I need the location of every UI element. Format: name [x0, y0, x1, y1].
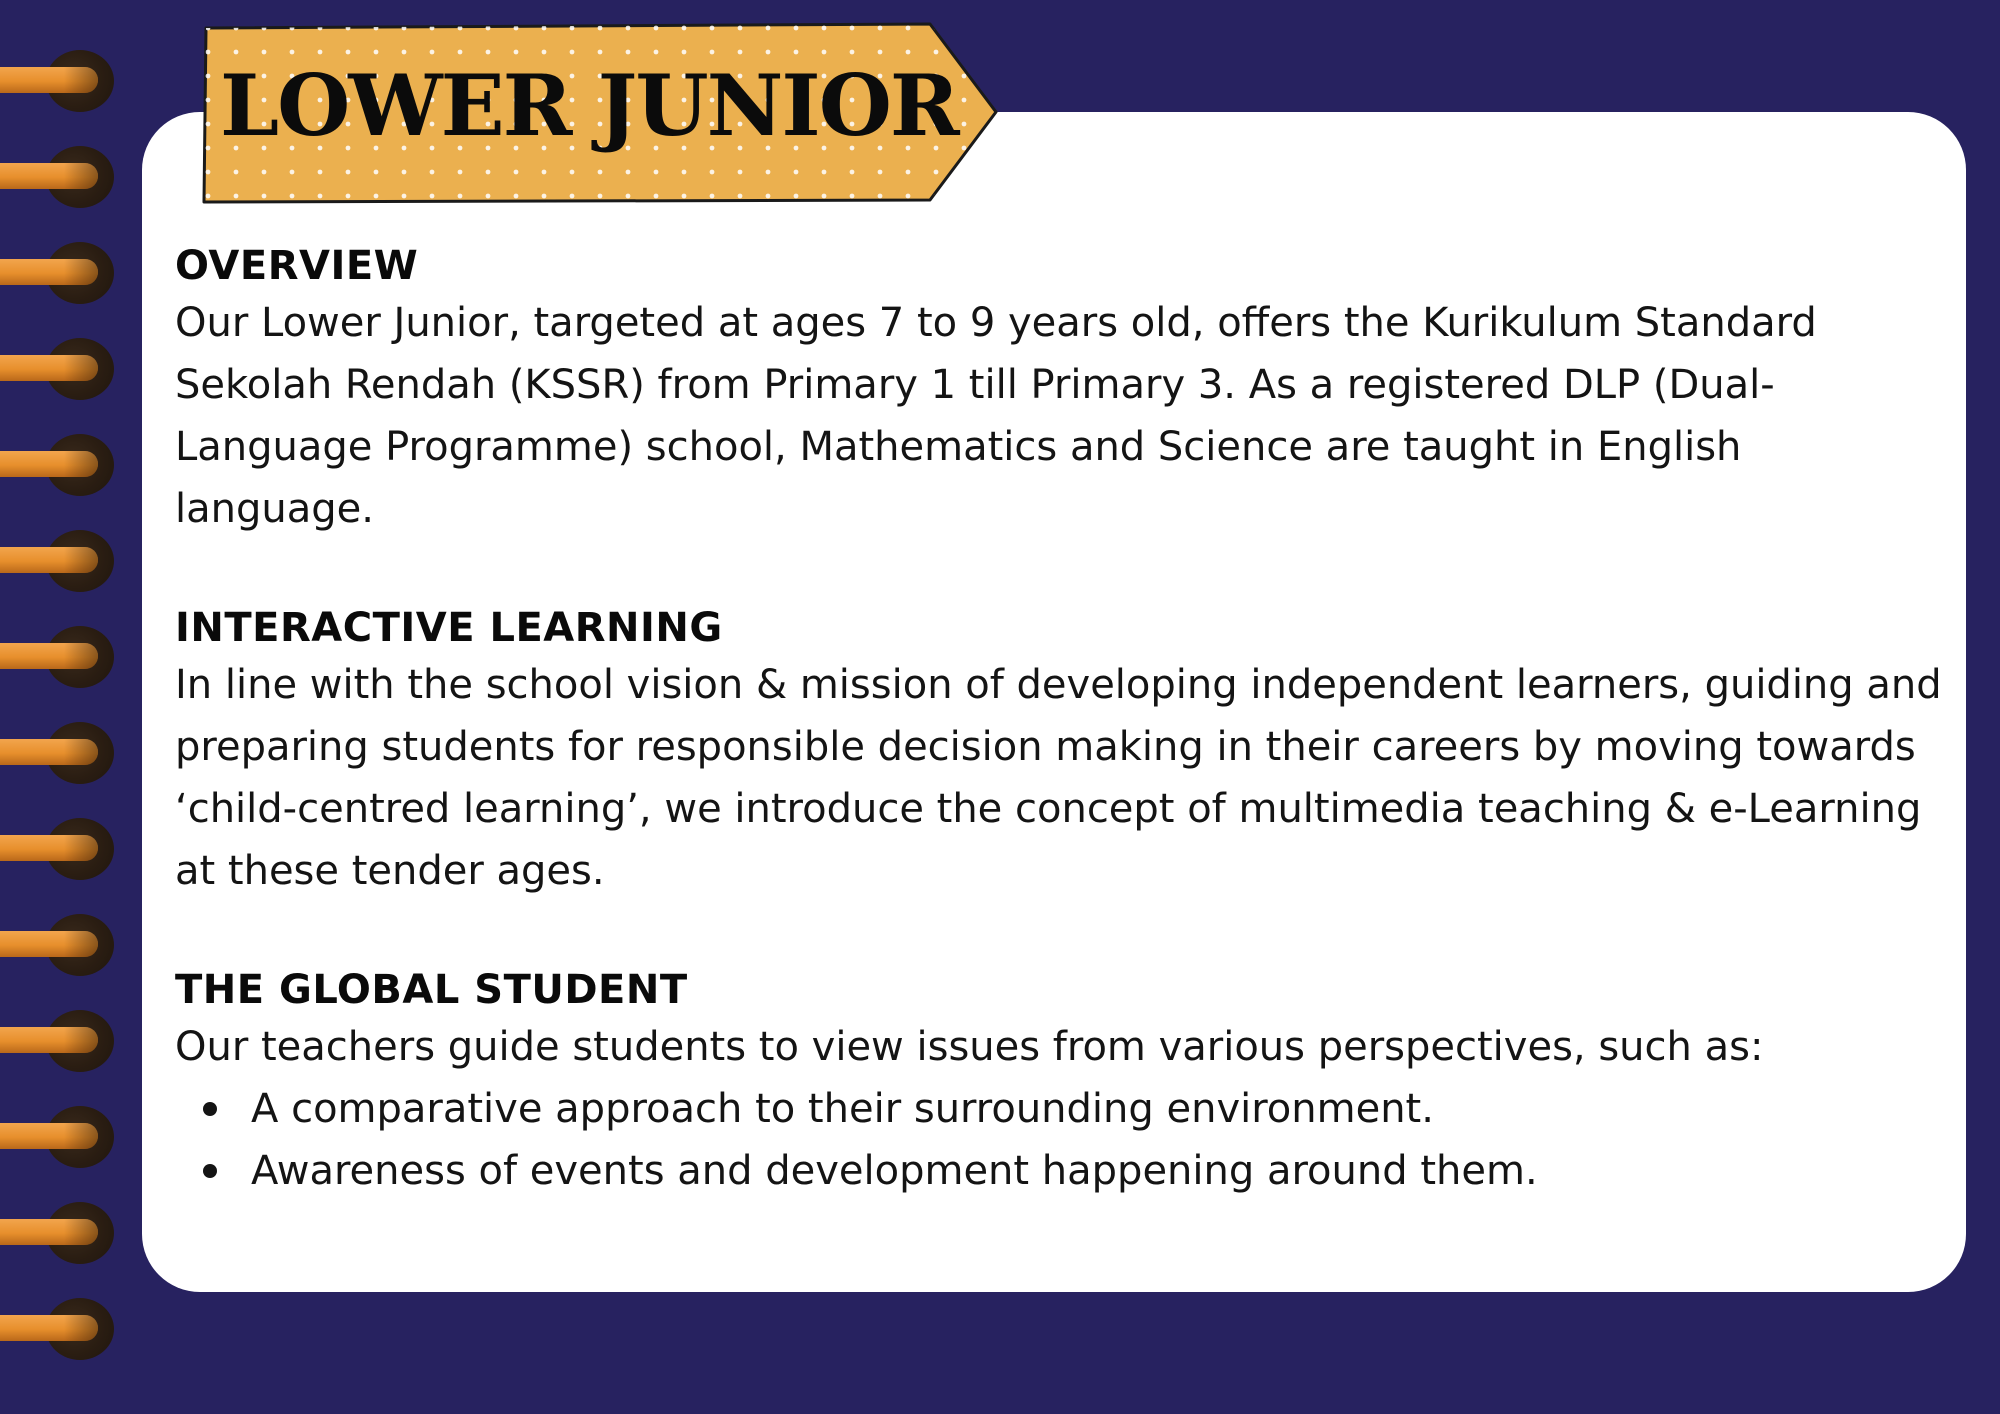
section-body: In line with the school vision & mission of developing independent learners, guiding and preparing students for responsible decision making in their careers by moving towards ‘child-centred learning’, we introduce the concept of multimedia teaching & e-Learning at these tender ages.: [175, 662, 1942, 894]
spiral-binding: [0, 0, 130, 1414]
binding-ring: [0, 722, 118, 784]
list-item: [203, 1078, 1945, 1140]
binding-ring: [0, 50, 118, 112]
binding-ring: [0, 242, 118, 304]
section-heading: OVERVIEW: [175, 243, 419, 289]
binding-ring: [0, 1010, 118, 1072]
section-heading: INTERACTIVE LEARNING: [175, 605, 723, 651]
binding-ring: [0, 146, 118, 208]
binding-ring: [0, 626, 118, 688]
binding-ring: [0, 1106, 118, 1168]
title-banner: [200, 20, 1000, 204]
bullet-icon: [203, 1164, 217, 1178]
section-body: Our Lower Junior, targeted at ages 7 to 9 years old, offers the Kurikulum Standard Sekolah Rendah (KSSR) from Primary 1 till Primary 3. As a registered DLP (Dual-Language Programme) school, Mathematics and Science are taught in English language.: [175, 300, 1817, 532]
binding-ring: [0, 1298, 118, 1360]
list-item-text: Awareness of events and development happening around them.: [251, 1148, 1538, 1194]
section-body: Our teachers guide students to view issues from various perspectives, such as:: [175, 1024, 1764, 1070]
bullet-icon: [203, 1102, 217, 1116]
binding-ring: [0, 338, 118, 400]
main-content: [175, 240, 1945, 1264]
list-item-text: A comparative approach to their surrounding environment.: [251, 1086, 1434, 1132]
section-interactive-learning: [175, 602, 1945, 902]
section-overview: [175, 240, 1945, 540]
page-title: LOWER JUNIOR: [220, 56, 958, 155]
list-item: [203, 1140, 1945, 1202]
binding-ring: [0, 818, 118, 880]
section-heading: THE GLOBAL STUDENT: [175, 967, 688, 1013]
binding-ring: [0, 434, 118, 496]
binding-ring: [0, 1202, 118, 1264]
section-global-student: [175, 964, 1945, 1202]
binding-ring: [0, 530, 118, 592]
bullet-list: [175, 1078, 1945, 1202]
binding-ring: [0, 914, 118, 976]
